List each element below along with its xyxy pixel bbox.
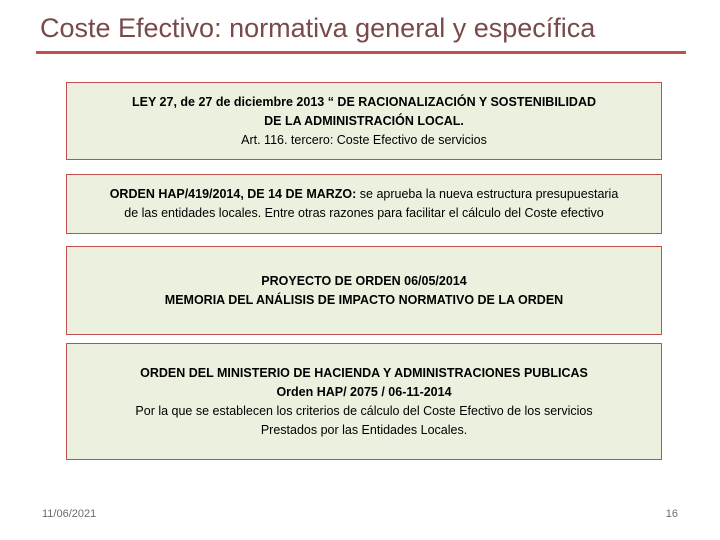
box-proyecto-line-2: MEMORIA DEL ANÁLISIS DE IMPACTO NORMATIVO DE LA ORDEN — [164, 292, 564, 307]
box-proyecto-orden — [66, 246, 662, 335]
footer-date: 11/06/2021 — [42, 508, 97, 520]
box-orden-2075-line-3: Por la que se establecen los criterios de cálculo del Coste Efectivo de los servicios — [135, 403, 593, 418]
box-ley-line-1: LEY 27, de 27 de diciembre 2013 “ DE RACIONALIZACIÓN Y SOSTENIBILIDAD — [131, 94, 596, 109]
box-ley-line-2: DE LA ADMINISTRACIÓN LOCAL. — [264, 113, 464, 128]
page-number: 16 — [665, 508, 678, 520]
box-ley-line-3: Art. 116. tercero: Coste Efectivo de servicios — [241, 132, 487, 147]
box-orden-hap-419-2014 — [66, 174, 662, 234]
slide-title: Coste Efectivo: normativa general y específica — [40, 13, 596, 43]
box-orden-2075-line-2: Orden HAP/ 2075 / 06-11-2014 — [276, 384, 452, 399]
box-orden-2075-line-4: Prestados por las Entidades Locales. — [260, 422, 468, 437]
box-orden-419-bold-prefix: ORDEN HAP/419/2014, DE 14 DE MARZO: — [109, 187, 357, 201]
box-proyecto-line-1: PROYECTO DE ORDEN 06/05/2014 — [261, 273, 467, 288]
box-ley-27-2013 — [66, 82, 662, 160]
title-underline — [36, 51, 686, 54]
box-orden-419-line-2: de las entidades locales. Entre otras razones para facilitar el cálculo del Coste efectivo — [124, 206, 604, 220]
box-orden-hap-2075-2014 — [66, 343, 662, 460]
box-orden-419-line-1-rest: se aprueba la nueva estructura presupuestaria — [356, 187, 619, 201]
box-orden-2075-line-1: ORDEN DEL MINISTERIO DE HACIENDA Y ADMINISTRACIONES PUBLICAS — [140, 365, 588, 380]
box-orden-419-line-1 — [110, 185, 619, 204]
